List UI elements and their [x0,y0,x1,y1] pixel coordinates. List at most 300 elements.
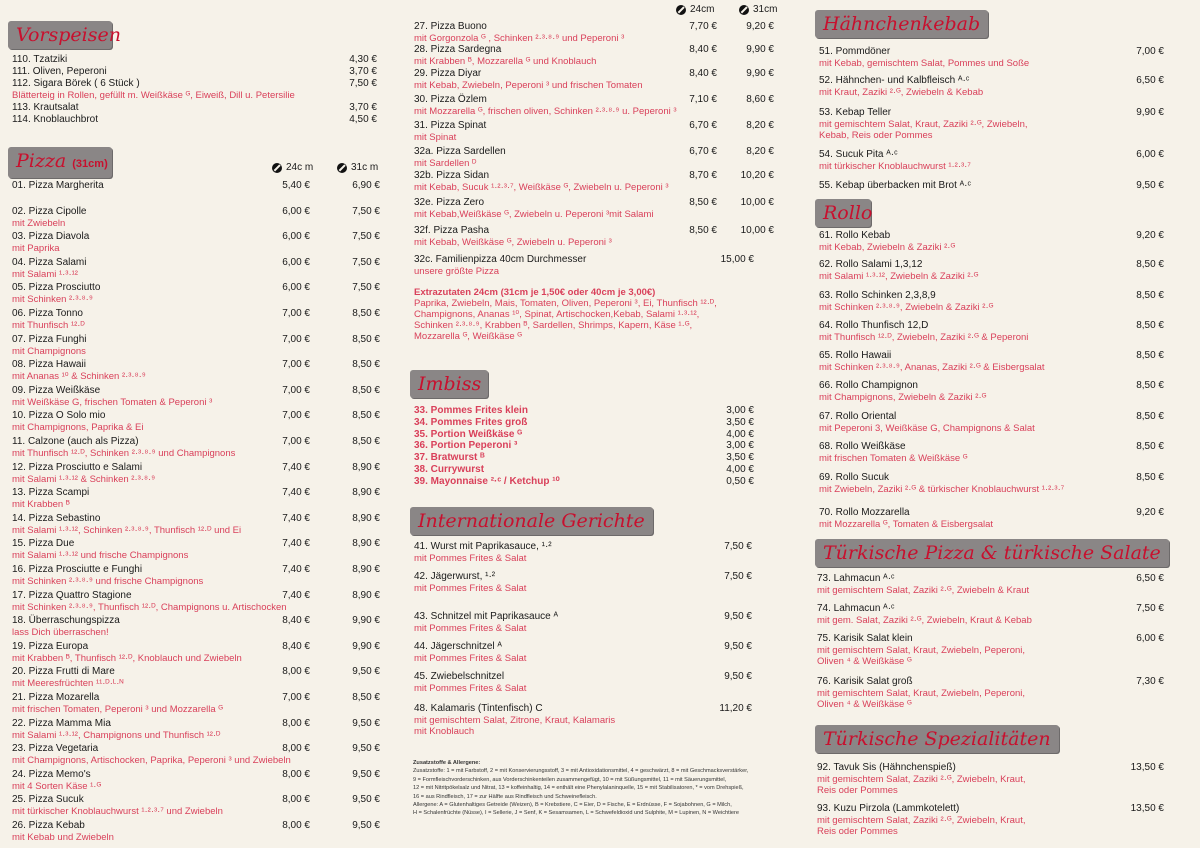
menu-item-name: 36. Portion Peperoni ³ [414,440,518,452]
menu-item-name: 23. Pizza Vegetaria [12,743,99,755]
menu-item-desc: mit Krabben ᴮ, Mozzarella ᴳ und Knoblauch [414,56,597,67]
menu-item-price: 4,00 € [726,428,754,440]
menu-item-price: 8,50 € [1136,290,1164,301]
menu-item-desc: mit Krabben ᴮ [12,499,70,511]
menu-item-name: 01. Pizza Margherita [12,180,104,191]
pizza-size-icon [739,5,749,15]
pizza-size-icon [676,5,686,15]
menu-item-name: 112. Sigara Börek ( 6 Stück ) [12,78,140,89]
menu-item-price-large: 9,90 € [746,44,774,55]
menu-item-desc: Reis oder Pommes [817,826,898,837]
menu-item [819,259,1164,283]
menu-item-name: 19. Pizza Europa [12,640,89,652]
menu-item [414,44,774,68]
menu-item-price-small: 5,40 € [282,180,310,191]
menu-item [414,641,752,665]
menu-item-desc: mit Paprika [12,243,60,255]
menu-item [819,290,1164,314]
menu-item-desc: mit Kebab, Zwiebeln & Zaziki ²·ᴳ [819,242,956,253]
menu-item-name: 76. Karisik Salat groß [817,676,913,687]
menu-item-price: 3,70 € [349,102,377,113]
menu-item-price-small: 7,40 € [282,487,310,499]
menu-item-name: 15. Pizza Due [12,538,75,550]
menu-item-price-small: 6,00 € [282,256,310,268]
menu-item-price-small: 7,00 € [282,384,310,396]
menu-item [12,820,380,844]
menu-item-price: 9,50 € [724,641,752,652]
menu-item-desc: mit Zwiebeln [12,217,66,229]
extras-line: Schinken ²·³·⁸·⁹, Krabben ᴮ, Sardellen, Shrimps, Kapern, Käse ¹·ᴳ, [414,320,693,331]
menu-item-price-large: 9,50 € [352,743,380,755]
menu-item-price-large: 8,50 € [352,359,380,371]
menu-item-price-small: 7,00 € [282,308,310,319]
menu-item [819,411,1164,435]
family-pizza-price: 15,00 € [720,254,754,265]
menu-item-price-large: 7,50 € [352,256,380,268]
menu-item-price: 4,30 € [349,54,377,65]
menu-item-name: 113. Krautsalat [12,102,79,113]
menu-item [12,308,380,332]
menu-item-price-small: 7,40 € [282,512,310,524]
menu-item-name: 48. Kalamaris (Tintenfisch) C [414,703,543,714]
menu-item-desc: mit gemischtem Salat, Zaziki ²·ᴳ, Zwiebeln, Kraut, [817,774,1026,785]
menu-item [12,78,377,90]
menu-item-price-small: 8,00 € [282,666,310,678]
extras-line: Mozzarella ᴳ, Weißkäse ᴳ [414,331,522,342]
menu-item [819,107,1164,141]
menu-item-desc: mit Schinken ²·³·⁸·⁹ und frische Champignons [12,576,204,587]
menu-item [12,564,380,588]
menu-item-name: 110. Tzatziki [12,54,68,65]
menu-item-price-large: 9,90 € [746,68,774,79]
menu-item [817,803,1164,837]
allergen-legend [413,759,783,818]
menu-item-desc: mit Salami ¹·³·¹², Champignons und Thunfisch ¹²·ᴰ [12,729,221,741]
menu-item-desc: mit Pommes Frites & Salat [414,653,527,664]
menu-item-desc: mit Kebab, Zwiebeln, Peperoni ³ und frischen Tomaten [414,80,643,91]
menu-item-name: 51. Pommdöner [819,46,891,57]
section-header-vorspeisen: Vorspeisen [8,21,112,49]
menu-item-desc: mit Peperoni 3, Weißkäse G, Champignons & Salat [819,423,1035,434]
menu-item-price-large: 9,50 € [352,666,380,678]
menu-item-name: 04. Pizza Salami [12,256,87,268]
menu-item [414,94,774,118]
menu-item-name: 45. Zwiebelschnitzel [414,671,505,682]
menu-item-price: 3,50 € [726,416,754,428]
menu-item [817,676,1164,710]
menu-item [414,611,752,635]
menu-item-desc: mit gem. Salat, Zaziki ²·ᴳ, Zwiebeln, Kraut & Kebab [817,615,1032,626]
menu-item-price-small: 8,00 € [282,717,310,729]
menu-item [12,743,380,767]
menu-item [817,633,1164,667]
menu-item-name: 66. Rollo Champignon [819,380,918,391]
pizza-size-icon [337,163,347,173]
menu-item-price: 6,50 € [1136,573,1164,584]
menu-item-name: 32a. Pizza Sardellen [414,146,506,157]
menu-item-desc: mit gemischtem Salat, Zitrone, Kraut, Kalamaris [414,715,616,726]
menu-item [12,282,380,306]
menu-item-desc: mit Kebab, Sucuk ¹·²·³·⁷, Weißkäse ᴳ, Zwiebeln u. Peperoni ³ [414,182,669,193]
menu-item-price-small: 8,40 € [689,44,717,55]
pizza-size-icon [272,163,282,173]
menu-item-name: 16. Pizza Prosciutte e Funghi [12,564,143,575]
menu-item-price-large: 8,20 € [746,146,774,157]
menu-item-price: 7,00 € [1136,46,1164,57]
menu-item-name: 68. Rollo Weißkäse [819,441,906,452]
size-label-small-b: 24cm [690,4,715,15]
menu-item [12,513,380,537]
menu-item-desc: mit Zwiebeln, Zaziki ²·ᴳ & türkischer Knoblauchwurst ¹·²·³·⁷ [819,484,1065,495]
menu-item-price-small: 8,40 € [282,615,310,627]
menu-item-name: 41. Wurst mit Paprikasauce, ¹·² [414,541,552,552]
menu-item-name: 28. Pizza Sardegna [414,44,502,55]
menu-item-price-large: 8,60 € [746,94,774,105]
menu-item-name: 17. Pizza Quattro Stagione [12,589,132,601]
menu-item [12,385,380,409]
menu-item-price-small: 7,00 € [282,359,310,371]
menu-item-desc: mit gemischtem Salat, Kraut, Zwiebeln, Peperoni, [817,688,1026,699]
menu-item-name: 21. Pizza Mozarella [12,692,100,703]
menu-item-price: 8,50 € [1136,472,1164,483]
menu-item-price-small: 7,00 € [282,410,310,422]
menu-item-name: 05. Pizza Prosciutto [12,282,101,294]
menu-item-desc: mit frischen Tomaten, Peperoni ³ und Mozzarella ᴳ [12,704,223,715]
menu-item-desc: mit Gorgonzola ᴳ , Schinken ²·³·⁸·⁹ und Peperoni ³ [414,33,625,44]
menu-item-name: 69. Rollo Sucuk [819,472,890,483]
menu-item [414,671,752,695]
menu-item-name: 62. Rollo Salami 1,3,12 [819,259,923,270]
menu-item [12,794,380,818]
menu-item-price: 3,50 € [726,452,754,464]
menu-item-name: 29. Pizza Diyar [414,68,482,79]
menu-item-name: 42. Jägerwurst, ¹·² [414,571,496,582]
menu-item-name: 11. Calzone (auch als Pizza) [12,436,139,447]
menu-item [12,54,377,66]
menu-item-desc: mit Schinken ²·³·⁸·⁹, Thunfisch ¹²·ᴰ, Champignons u. Artischocken [12,601,287,613]
allergen-legend-line: Allergene: A = Glutenhaltiges Getreide (Weizen), B = Krebstiere, C = Eier, D = Fische, E = Erdnüsse, F = Sojabohnen, G = Milch, [413,802,732,809]
menu-item [414,146,774,170]
menu-item-price-small: 8,40 € [282,640,310,652]
menu-item-price-small: 7,00 € [282,333,310,345]
family-pizza-name: 32c. Familienpizza 40cm Durchmesser [414,254,587,265]
menu-item-name: 35. Portion Weißkäse ᴳ [414,428,523,440]
menu-item-desc: mit Schinken ²·³·⁸·⁹ [12,294,93,306]
menu-item-desc: Kebab, Reis oder Pommes [819,130,933,141]
menu-item [819,75,1164,99]
menu-item-price-small: 8,50 € [689,225,717,236]
menu-item-price-small: 7,40 € [282,538,310,550]
menu-item-desc: mit Mozzarella ᴳ, frischen oliven, Schinken ²·³·⁸·⁹ u. Peperoni ³ [414,106,677,117]
menu-item [12,102,377,114]
menu-item-price: 9,90 € [1136,107,1164,118]
menu-item-price: 13,50 € [1130,762,1164,773]
menu-item-price: 4,50 € [349,114,377,125]
menu-item-name: 39. Mayonnaise ²·ᶜ / Ketchup ¹⁰ [414,475,560,487]
menu-item-price-large: 8,20 € [746,120,774,131]
menu-item-desc: mit Thunfisch ¹²·ᴰ [12,320,85,331]
menu-item-desc: mit Champignons, Artischocken, Paprika, Peperoni ³ und Zwiebeln [12,755,291,767]
menu-item [414,571,752,595]
menu-item-price-large: 10,20 € [740,170,774,181]
menu-item-price-large: 7,50 € [352,282,380,294]
menu-item-name: 38. Currywurst [414,464,485,475]
menu-item [12,692,380,716]
menu-item [12,66,377,78]
menu-item-desc: mit Pommes Frites & Salat [414,683,527,694]
menu-item [817,573,1164,597]
menu-item-name: 73. Lahmacun ᴬ·ᶜ [817,573,895,584]
menu-item-name: 03. Pizza Diavola [12,231,90,243]
menu-item-price-small: 6,00 € [282,205,310,217]
menu-item [819,149,1164,173]
menu-item-name: 64. Rollo Thunfisch 12,D [819,320,929,331]
menu-item [12,206,380,230]
menu-item-desc: mit Salami ¹·³·¹² & Schinken ²·³·⁸·⁹ [12,473,156,485]
menu-item-desc: mit Weißkäse G, frischen Tomaten & Peperoni ³ [12,396,213,408]
menu-item [12,359,380,383]
size-header-24 [272,162,313,173]
menu-item [12,180,380,204]
menu-item-price-large: 8,90 € [352,564,380,575]
section-header-rollo: Rollo [815,199,871,227]
menu-item-name: 06. Pizza Tonno [12,308,83,319]
menu-item-name: 65. Rollo Hawaii [819,350,892,361]
menu-item-name: 34. Pommes Frites groß [414,416,528,428]
menu-item-price-large: 7,50 € [352,205,380,217]
menu-item-desc: mit Knoblauch [414,726,475,737]
menu-item [819,46,1164,70]
section-header-imbiss: Imbiss [410,370,488,398]
menu-item-desc: mit gemischtem Salat, Zaziki ²·ᴳ, Zwiebeln, Kraut, [817,815,1026,826]
menu-item-name: 111. Oliven, Peperoni [12,66,107,77]
menu-item [819,380,1164,404]
menu-item-desc: mit Salami ¹·³·¹², Zwiebeln & Zaziki ²·ᴳ [819,271,979,282]
menu-item-price: 9,50 € [724,671,752,682]
menu-item [12,462,380,486]
menu-item-desc: Reis oder Pommes [817,785,898,796]
extras-line: Paprika, Zwiebeln, Mais, Tomaten, Oliven, Peperoni ³, Ei, Thunfisch ¹²·ᴰ, [414,298,717,309]
menu-item [414,225,774,249]
menu-item-name: 09. Pizza Weißkäse [12,384,101,396]
menu-item-name: 33. Pommes Frites klein [414,405,528,416]
menu-item-name: 43. Schnitzel mit Paprikasauce ᴬ [414,611,559,622]
menu-item-desc: mit 4 Sorten Käse ¹·ᴳ [12,780,102,792]
menu-item-price-small: 8,70 € [689,170,717,181]
allergen-legend-line: Zusatzstoffe: 1 = mit Farbstoff, 2 = mit Konservierungsstoff, 3 = mit Antioxidationsmittel, 4 = geschwärzt, 8 = mit Geschmacksverstärker, [413,768,749,775]
menu-item-price-small: 7,70 € [689,21,717,32]
menu-item-price-small: 6,00 € [282,231,310,243]
menu-item-name: 14. Pizza Sebastino [12,512,101,524]
menu-item-desc: mit Salami ¹·³·¹² [12,268,78,280]
menu-item-desc: mit gemischtem Salat, Zaziki ²·ᴳ, Zwiebeln & Kraut [817,585,1030,596]
menu-item-price-large: 9,50 € [352,768,380,780]
menu-item [12,436,380,460]
allergen-legend-line: Zusatzstoffe & Allergene: [413,760,481,766]
menu-item-name: 70. Rollo Mozzarella [819,507,910,518]
menu-item-price-small: 7,00 € [282,692,310,703]
size-header-31 [337,162,378,173]
menu-item [12,487,380,511]
menu-item-price: 8,50 € [1136,259,1164,270]
menu-item-name: 20. Pizza Frutti di Mare [12,666,115,678]
menu-item [414,120,774,144]
menu-item-price: 6,50 € [1136,75,1164,86]
menu-item [819,472,1164,496]
menu-item-price-large: 8,50 € [352,692,380,703]
section-header-pizza [8,147,112,178]
menu-item-name: 32e. Pizza Zero [414,197,485,208]
menu-item-desc: mit Champignons, Paprika & Ei [12,422,144,434]
menu-item-price-large: 9,20 € [746,21,774,32]
menu-item-name: 32b. Pizza Sidan [414,170,490,181]
allergen-legend-line: 9 = Formfleischvorderschinken, aus Vorderschinkenteilen zusammengefügt, 10 = mit Süßungsmittel, 11 = mit Säuerungsmittel, [413,776,727,783]
family-pizza [414,254,754,278]
menu-item-name: 10. Pizza O Solo mio [12,410,106,422]
menu-item [12,718,380,742]
menu-item-price-large: 8,90 € [352,461,380,473]
menu-item-price: 3,00 € [726,405,754,416]
allergen-legend-line: H = Schalenfrüchte (Nüsse), I = Sellerie, J = Senf, K = Sesamsamen, L = Schwefeldioxid und Sulphite, M = Lupinen, N = Weichtiere [413,810,740,817]
menu-item-price-large: 6,90 € [352,180,380,191]
menu-item [12,538,380,562]
menu-item-price-large: 9,90 € [352,640,380,652]
menu-item-name: 53. Kebap Teller [819,107,892,118]
menu-item [819,230,1164,254]
menu-item [819,320,1164,344]
menu-item [12,615,380,639]
menu-item-desc: mit türkischer Knoblauchwurst ¹·²·³·⁷ und Zwiebeln [12,806,223,818]
menu-item-price-large: 8,50 € [352,410,380,422]
extras-line: Champignons, Ananas ¹⁰, Spinat, Artischocken,Kebab, Salami ¹·³·¹², [414,309,700,320]
menu-item-desc: mit Krabben ᴮ, Thunfisch ¹²·ᴰ, Knoblauch und Zwiebeln [12,652,242,664]
menu-item-price-large: 8,50 € [352,308,380,319]
menu-item-name: 67. Rollo Oriental [819,411,897,422]
menu-item-price: 0,50 € [726,475,754,487]
section-header-spezial: Türkische Spezialitäten [815,725,1059,753]
menu-item-price-small: 7,40 € [282,564,310,575]
menu-item-price: 9,50 € [724,611,752,622]
menu-item [414,21,774,45]
menu-item-name: 12. Pizza Prosciutto e Salami [12,461,143,473]
menu-item-name: 25. Pizza Sucuk [12,794,84,806]
menu-item-desc: mit Salami ¹·³·¹², Schinken ²·³·⁸·⁹, Thunfisch ¹²·ᴰ und Ei [12,524,242,536]
menu-item-price-large: 8,90 € [352,487,380,499]
menu-item-name: 13. Pizza Scampi [12,487,90,499]
menu-item-price: 3,70 € [349,66,377,77]
menu-item [414,170,774,194]
menu-item-price-large: 8,90 € [352,589,380,601]
allergen-legend-line: 16 = aus Rindfleisch, 17 = zur Hälfte aus Rindfleisch und Schweinefleisch. [413,793,597,800]
menu-item-name: 32f. Pizza Pasha [414,225,490,236]
menu-item [414,68,774,92]
menu-item-price-large: 9,50 € [352,717,380,729]
menu-item-name: 27. Pizza Buono [414,21,487,32]
menu-item-desc: mit Spinat [414,132,457,143]
menu-item-desc: mit gemischtem Salat, Kraut, Zaziki ²·ᴳ, Zwiebeln, [819,119,1028,130]
menu-item-name: 114. Knoblauchbrot [12,114,98,125]
menu-item [12,590,380,614]
menu-item-price-small: 8,00 € [282,743,310,755]
menu-item [819,507,1164,531]
menu-item-price-small: 8,00 € [282,768,310,780]
menu-item-price-small: 7,10 € [689,94,717,105]
menu-item-price: 8,50 € [1136,380,1164,391]
menu-item-name: 55. Kebap überbacken mit Brot ᴬ·ᶜ [819,180,972,191]
menu-item-price-large: 9,50 € [352,794,380,806]
menu-item-price-small: 6,70 € [689,120,717,131]
menu-item-desc: Oliven ⁴ & Weißkäse ᴳ [817,699,912,710]
menu-item-name: 22. Pizza Mamma Mia [12,717,111,729]
menu-item-name: 75. Karisik Salat klein [817,633,913,644]
menu-item [817,603,1164,627]
menu-item-desc: mit Ananas ¹⁰ & Schinken ²·³·⁸·⁹ [12,371,146,383]
menu-item-price: 4,00 € [726,464,754,475]
menu-item [414,476,754,500]
extras-list [414,298,717,342]
menu-item-desc: mit Kebab,Weißkäse ᴳ, Zwiebeln u. Peperoni ³mit Salami [414,209,654,220]
menu-item-price-large: 8,50 € [352,333,380,345]
menu-item-desc: mit Pommes Frites & Salat [414,623,527,634]
menu-item-price-large: 7,50 € [352,231,380,243]
menu-item-price-small: 7,00 € [282,436,310,447]
menu-item-desc: Oliven ⁴ & Weißkäse ᴳ [817,656,912,667]
menu-item-desc: mit frischen Tomaten & Weißkäse ᴳ [819,453,968,464]
menu-item-price-small: 7,40 € [282,461,310,473]
menu-item-name: 63. Rollo Schinken 2,3,8,9 [819,290,936,301]
menu-item-desc: mit Salami ¹·³·¹² und frische Champignons [12,550,189,562]
section-header-international: Internationale Gerichte [410,507,653,535]
menu-item-name: 07. Pizza Funghi [12,333,87,345]
menu-item-price-small: 8,50 € [689,197,717,208]
menu-item-desc: mit Schinken ²·³·⁸·⁹, Zwiebeln & Zaziki ²·ᴳ [819,302,994,313]
menu-item-price: 11,20 € [719,703,752,714]
menu-item-desc: mit Mozzarella ᴳ, Tomaten & Eisbergsalat [819,519,994,530]
menu-item-desc: mit Kebab, Weißkäse ᴳ, Zwiebeln u. Peperoni ³ [414,237,612,248]
menu-item-price-small: 6,00 € [282,282,310,294]
menu-item-price-small: 6,70 € [689,146,717,157]
menu-item-name: 31. Pizza Spinat [414,120,487,131]
size-label-large-b: 31cm [753,4,778,15]
menu-item-desc: mit Kraut, Zaziki ²·ᴳ, Zwiebeln & Kebab [819,87,984,98]
menu-item-desc: mit Kebab und Zwiebeln [12,832,114,843]
menu-item-price: 7,50 € [724,571,752,582]
menu-item-price: 7,50 € [1136,603,1164,614]
section-header-tuerkpizza: Türkische Pizza & türkische Salate [815,539,1169,567]
size-header-24b [676,4,714,15]
menu-item-desc: mit Champignons, Zwiebeln & Zaziki ²·ᴳ [819,392,987,403]
menu-item-price: 9,50 € [1136,180,1164,191]
menu-item-price: 13,50 € [1130,803,1164,814]
menu-item-price-large: 10,00 € [740,225,774,236]
menu-item [12,769,380,793]
menu-item-price-large: 8,90 € [352,538,380,550]
menu-item-price-small: 8,00 € [282,820,310,831]
menu-item-desc: mit gemischtem Salat, Kraut, Zwiebeln, Peperoni, [817,645,1026,656]
menu-item-price-large: 9,90 € [352,615,380,627]
menu-item-name: 74. Lahmacun ᴬ·ᶜ [817,603,895,614]
menu-item-name: 37. Bratwurst ᴮ [414,452,485,464]
menu-item [414,197,774,221]
menu-item-desc: Blätterteig in Rollen, gefüllt m. Weißkäse ᴳ, Eiweiß, Dill u. Petersilie [12,90,295,101]
menu-item-price-large: 8,50 € [352,436,380,447]
size-label-large: 31c m [351,162,379,173]
menu-item-price: 9,20 € [1136,230,1164,241]
menu-item [414,703,752,737]
menu-item-price: 7,30 € [1136,676,1164,687]
menu-item-price: 8,50 € [1136,441,1164,452]
menu-item-desc: mit Thunfisch ¹²·ᴰ, Schinken ²·³·⁸·⁹ und Champignons [12,448,236,459]
